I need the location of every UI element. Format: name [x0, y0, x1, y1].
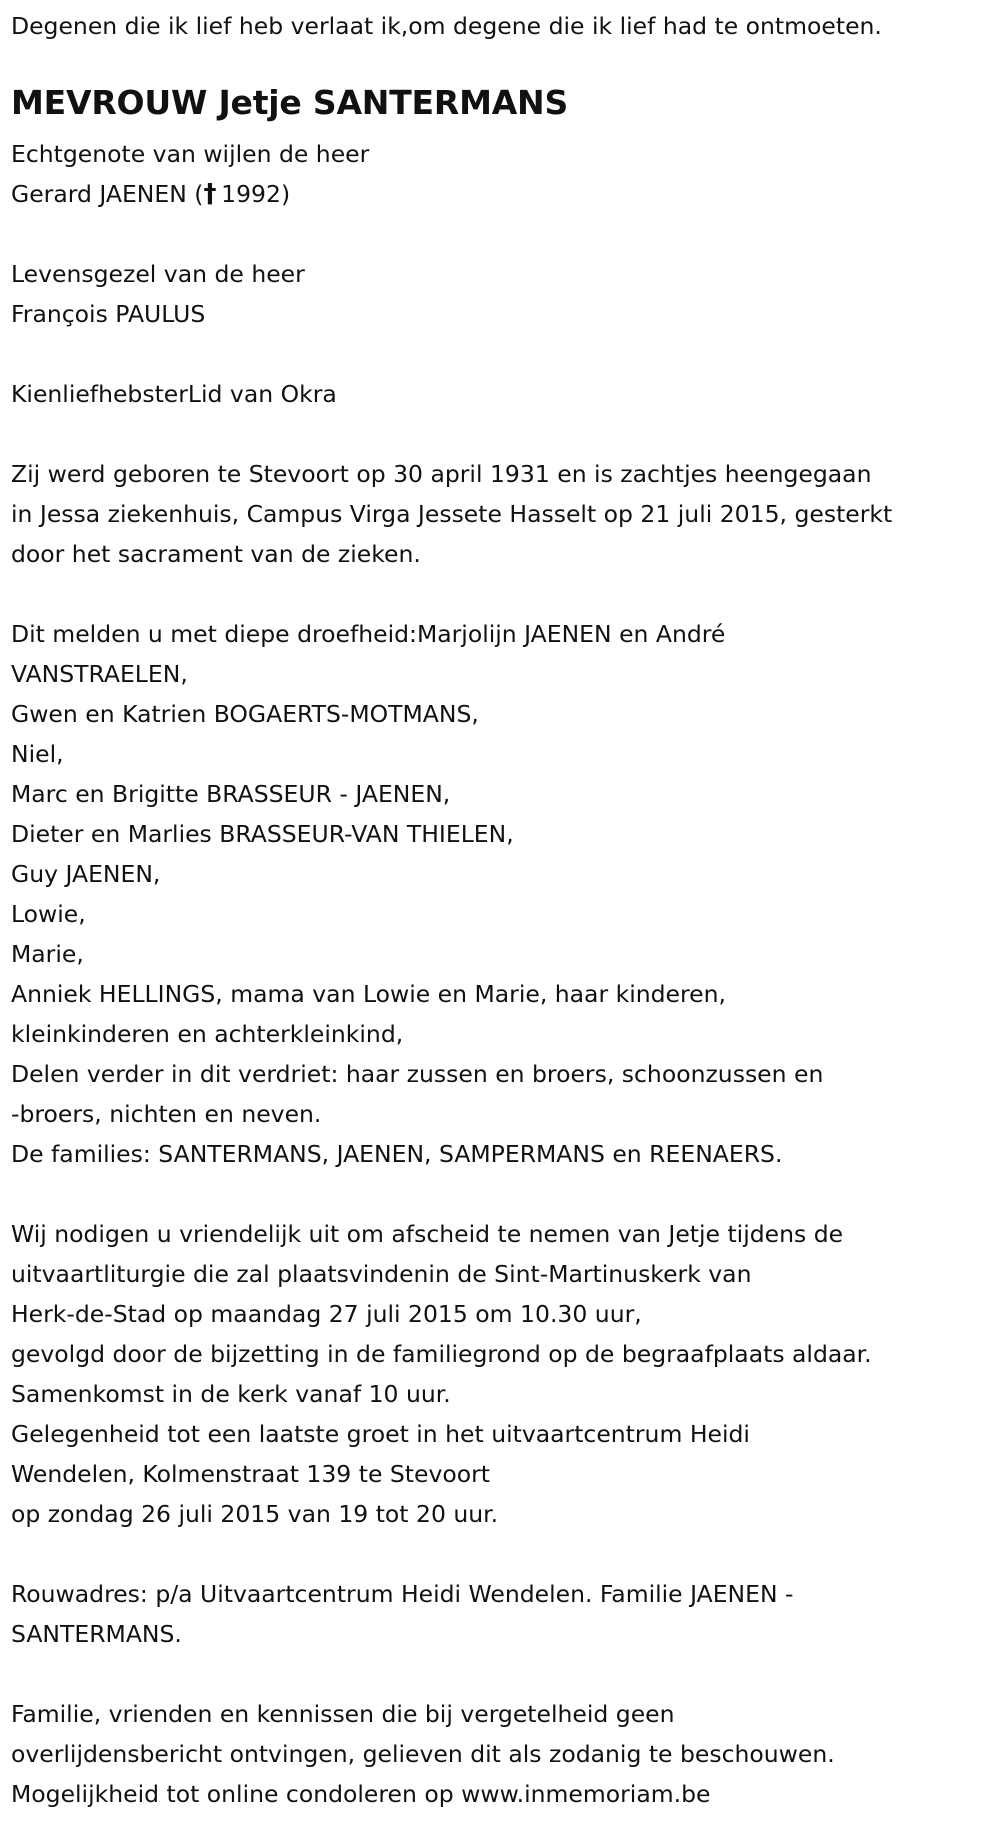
notice-line: overlijdensbericht ontvingen, gelieven dit als zodanig te beschouwen.: [11, 1740, 835, 1768]
notice-line: Familie, vrienden en kennissen die bij vergetelheid geen: [11, 1700, 675, 1728]
mourners-line: De families: SANTERMANS, JAENEN, SAMPERMANS en REENAERS.: [11, 1140, 783, 1168]
hobbies-text: KienliefhebsterLid van Okra: [11, 380, 337, 408]
funeral-line: Herk-de-Stad op maandag 27 juli 2015 om 10.30 uur,: [11, 1300, 642, 1328]
spacer: [11, 1534, 892, 1574]
dagger-icon: †: [203, 179, 217, 209]
spouse-line-2: [11, 174, 892, 214]
mourners-section: [11, 614, 892, 1174]
mourners-line: Gwen en Katrien BOGAERTS-MOTMANS,: [11, 700, 479, 728]
mourners-line: Lowie,: [11, 900, 86, 928]
funeral-line: gevolgd door de bijzetting in de familiegrond op de begraafplaats aldaar.: [11, 1340, 872, 1368]
mourners-line: Marc en Brigitte BRASSEUR - JAENEN,: [11, 780, 451, 808]
deceased-name-title: MEVROUW Jetje SANTERMANS: [11, 83, 569, 122]
mourners-line: Dieter en Marlies BRASSEUR-VAN THIELEN,: [11, 820, 514, 848]
mourners-line: Marie,: [11, 940, 84, 968]
funeral-line: uitvaartliturgie die zal plaatsvindenin de Sint-Martinuskerk van: [11, 1260, 752, 1288]
notice-section: [11, 1694, 892, 1814]
birth-death-line: in Jessa ziekenhuis, Campus Virga Jessete Hasselt op 21 juli 2015, gesterkt: [11, 500, 893, 528]
mourners-line: -broers, nichten en neven.: [11, 1100, 322, 1128]
funeral-line: Samenkomst in de kerk vanaf 10 uur.: [11, 1380, 451, 1408]
address-line: Rouwadres: p/a Uitvaartcentrum Heidi Wendelen. Familie JAENEN -: [11, 1580, 794, 1608]
spacer: [11, 214, 892, 254]
birth-death-section: [11, 454, 892, 574]
address-section: [11, 1574, 892, 1654]
mourners-line: Niel,: [11, 740, 64, 768]
spouse-name: Gerard JAENEN (: [11, 180, 204, 208]
address-line: SANTERMANS.: [11, 1620, 182, 1648]
partner-line-2: François PAULUS: [11, 300, 206, 328]
funeral-line: Wendelen, Kolmenstraat 139 te Stevoort: [11, 1460, 490, 1488]
mourners-line: Guy JAENEN,: [11, 860, 161, 888]
spacer: [11, 1174, 892, 1214]
mourners-line: kleinkinderen en achterkleinkind,: [11, 1020, 404, 1048]
spouse-death-year: 1992): [221, 180, 291, 208]
spacer: [11, 574, 892, 614]
funeral-line: op zondag 26 juli 2015 van 19 tot 20 uur.: [11, 1500, 499, 1528]
spacer: [11, 414, 892, 454]
partner-line-1: Levensgezel van de heer: [11, 260, 305, 288]
birth-death-line: door het sacrament van de zieken.: [11, 540, 421, 568]
funeral-line: Wij nodigen u vriendelijk uit om afscheid te nemen van Jetje tijdens de: [11, 1220, 844, 1248]
birth-death-line: Zij werd geboren te Stevoort op 30 april 1931 en is zachtjes heengegaan: [11, 460, 872, 488]
mourners-line: VANSTRAELEN,: [11, 660, 188, 688]
mourners-line: Dit melden u met diepe droefheid:Marjolijn JAENEN en André: [11, 620, 726, 648]
partner-section: [11, 254, 892, 334]
motto-text: Degenen die ik lief heb verlaat ik,om degene die ik lief had te ontmoeten.: [11, 12, 882, 40]
funeral-line: Gelegenheid tot een laatste groet in het uitvaartcentrum Heidi: [11, 1420, 750, 1448]
mourners-line: Delen verder in dit verdriet: haar zussen en broers, schoonzussen en: [11, 1060, 824, 1088]
mourners-line: Anniek HELLINGS, mama van Lowie en Marie, haar kinderen,: [11, 980, 726, 1008]
notice-line: Mogelijkheid tot online condoleren op www.inmemoriam.be: [11, 1780, 711, 1808]
obituary-body: [11, 134, 892, 1814]
spacer: [11, 334, 892, 374]
spouse-section: [11, 134, 892, 214]
funeral-section: [11, 1214, 892, 1534]
spacer: [11, 1654, 892, 1694]
spouse-line-1: Echtgenote van wijlen de heer: [11, 140, 370, 168]
